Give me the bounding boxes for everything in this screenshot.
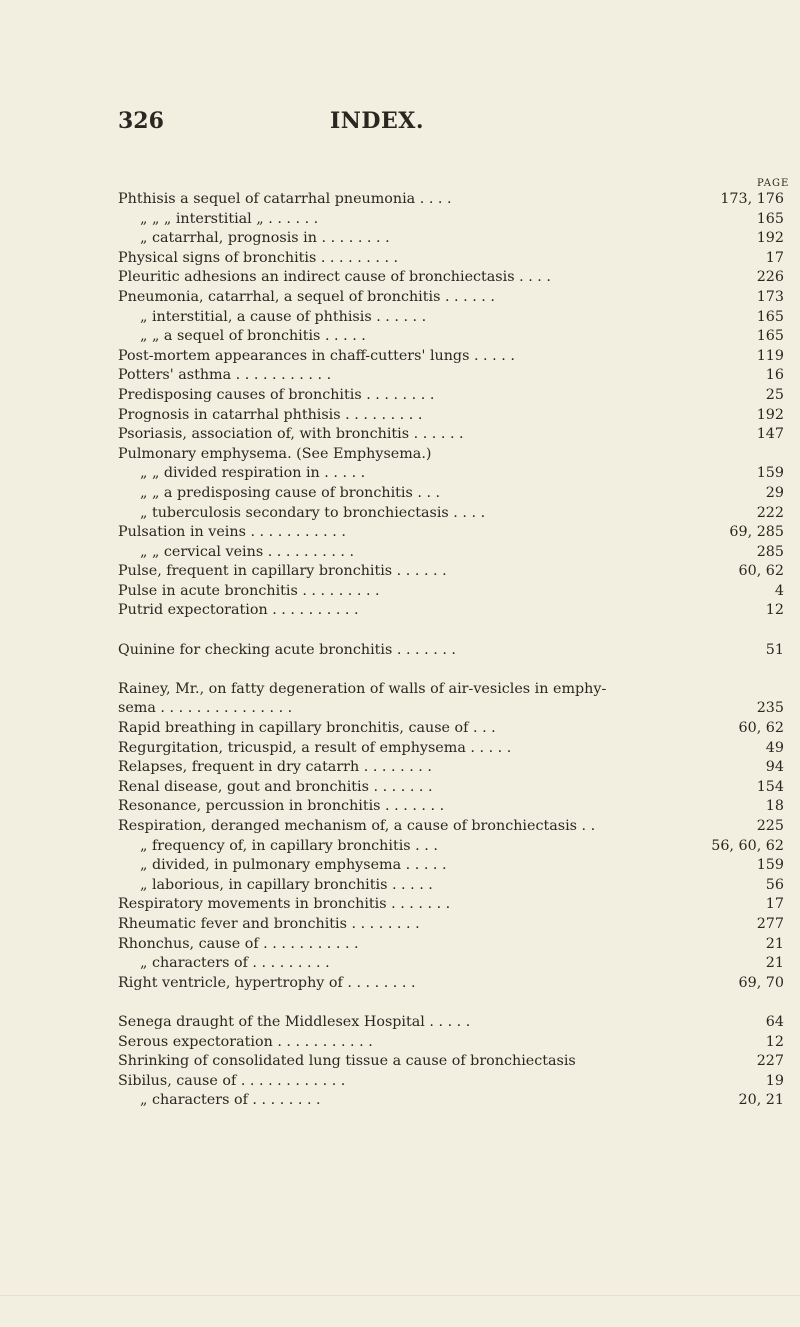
index-entry — [118, 229, 800, 249]
entry-page: 17 — [765, 896, 784, 913]
entry-text: Relapses, frequent in dry catarrh . . . . . . . . — [118, 759, 432, 776]
entry-text: „ characters of . . . . . . . . . — [140, 955, 330, 972]
index-entry — [118, 876, 800, 896]
index-entry — [118, 308, 800, 328]
entry-page: 17 — [765, 249, 784, 266]
entry-page: 56, 60, 62 — [711, 837, 784, 854]
entry-page: 192 — [756, 230, 784, 247]
index-entry — [118, 974, 800, 994]
entry-page: 285 — [756, 543, 784, 560]
entry-text: Rheumatic fever and bronchitis . . . . . . . . — [118, 915, 420, 932]
entry-page: 159 — [756, 465, 784, 482]
index-entry — [118, 641, 800, 661]
index-entry — [118, 778, 800, 798]
entry-page: 165 — [756, 210, 784, 227]
entry-text: Senega draught of the Middlesex Hospital . . . . . — [118, 1013, 471, 1030]
page-number: 326 — [118, 108, 164, 134]
entry-page: 19 — [765, 1072, 784, 1089]
index-entry — [118, 327, 800, 347]
entry-page: 173, 176 — [720, 191, 784, 207]
index-entry — [118, 1013, 800, 1033]
entry-text: Renal disease, gout and bronchitis . . . . . . . — [118, 778, 433, 795]
entry-text: Pulmonary emphysema. (See Emphysema.) — [118, 445, 432, 462]
entry-page: 154 — [756, 778, 784, 795]
index-entry — [118, 484, 800, 504]
entry-page: 64 — [765, 1013, 784, 1030]
index-entry — [118, 680, 800, 700]
index-entry — [118, 1091, 800, 1111]
index-entry — [118, 562, 800, 582]
entry-text: Pulsation in veins . . . . . . . . . . . — [118, 524, 346, 541]
page-column-header: PAGE — [757, 178, 790, 189]
entry-text: Putrid expectoration . . . . . . . . . . — [118, 602, 359, 619]
entry-page: 16 — [765, 367, 784, 384]
index-entry — [118, 210, 800, 230]
entry-text: Quinine for checking acute bronchitis . . . . . . . — [118, 641, 456, 658]
entry-page: 21 — [765, 955, 784, 972]
entry-text: Potters' asthma . . . . . . . . . . . — [118, 367, 332, 384]
index-entry — [118, 856, 800, 876]
index-entry — [118, 1052, 800, 1072]
entry-text: Rapid breathing in capillary bronchitis, cause of . . . — [118, 720, 496, 737]
index-entry — [118, 601, 800, 621]
entry-page: 226 — [756, 269, 784, 286]
index-entry — [118, 425, 800, 445]
entry-page: 94 — [765, 759, 784, 776]
entry-page: 227 — [756, 1053, 784, 1070]
index-entry — [118, 837, 800, 857]
entry-page: 69, 285 — [729, 524, 784, 541]
index-entry — [118, 954, 800, 974]
entry-text: Pneumonia, catarrhal, a sequel of bronchitis . . . . . . — [118, 288, 495, 305]
entry-page: 49 — [765, 739, 784, 756]
index-entry — [118, 464, 800, 484]
entry-page: 119 — [756, 347, 784, 364]
entry-page: 12 — [765, 1033, 784, 1050]
entry-page: 56 — [765, 876, 784, 893]
entry-page: 60, 62 — [738, 563, 784, 580]
entry-text: „ „ a sequel of bronchitis . . . . . — [140, 328, 366, 345]
entry-page: 165 — [756, 328, 784, 345]
index-entry — [118, 268, 800, 288]
entry-text: Rhonchus, cause of . . . . . . . . . . . — [118, 935, 359, 952]
entry-text: „ „ „ interstitial „ . . . . . . — [140, 210, 319, 227]
index-entries — [118, 190, 800, 1111]
index-entry — [118, 523, 800, 543]
entry-page: 12 — [765, 602, 784, 619]
index-entry — [118, 915, 800, 935]
entry-text: Pulse in acute bronchitis . . . . . . . . . — [118, 582, 380, 599]
entry-text: Prognosis in catarrhal phthisis . . . . . . . . . — [118, 406, 423, 423]
entry-page: 51 — [765, 641, 784, 658]
entry-page: 165 — [756, 308, 784, 325]
index-entry — [118, 797, 800, 817]
index-entry — [118, 582, 800, 602]
entry-text: Rainey, Mr., on fatty degeneration of walls of air-vesicles in emphy- — [118, 680, 607, 697]
entry-page: 235 — [756, 700, 784, 717]
index-entry — [118, 288, 800, 308]
entry-text: „ interstitial, a cause of phthisis . . . . . . — [140, 308, 427, 325]
entry-text: Serous expectoration . . . . . . . . . . . — [118, 1033, 373, 1050]
entry-text: sema . . . . . . . . . . . . . . . — [118, 700, 293, 717]
index-entry — [118, 190, 800, 210]
entry-text: Right ventricle, hypertrophy of . . . . . . . . — [118, 974, 416, 991]
index-entry — [118, 504, 800, 524]
entry-text: Physical signs of bronchitis . . . . . . . . . — [118, 249, 399, 266]
section-gap — [118, 621, 800, 641]
running-title: INDEX. — [330, 108, 424, 134]
entry-page: 147 — [756, 426, 784, 443]
entry-text: „ catarrhal, prognosis in . . . . . . . . — [140, 230, 390, 247]
entry-text: Psoriasis, association of, with bronchitis . . . . . . — [118, 426, 464, 443]
entry-text: „ tuberculosis secondary to bronchiectasis . . . . — [140, 504, 486, 521]
index-entry — [118, 366, 800, 386]
index-entry — [118, 406, 800, 426]
section-gap — [118, 660, 800, 680]
entry-page: 222 — [756, 504, 784, 521]
entry-page: 60, 62 — [738, 720, 784, 737]
entry-text: „ „ a predisposing cause of bronchitis . . . — [140, 484, 441, 501]
entry-text: Respiration, deranged mechanism of, a cause of bronchiectasis . . — [118, 818, 596, 834]
entry-page: 192 — [756, 406, 784, 423]
index-entry — [118, 386, 800, 406]
index-entry — [118, 445, 800, 465]
entry-text: Post-mortem appearances in chaff-cutters' lungs . . . . . — [118, 347, 515, 364]
entry-text: Pleuritic adhesions an indirect cause of bronchiectasis . . . . — [118, 269, 551, 286]
page-edge — [0, 1295, 800, 1296]
entry-text: „ „ cervical veins . . . . . . . . . . — [140, 543, 355, 560]
entry-page: 69, 70 — [738, 974, 784, 991]
entry-page: 29 — [765, 484, 784, 501]
index-entry — [118, 739, 800, 759]
entry-text: Resonance, percussion in bronchitis . . . . . . . — [118, 798, 445, 815]
entry-text: „ „ divided respiration in . . . . . — [140, 465, 366, 482]
entry-text: Predisposing causes of bronchitis . . . . . . . . — [118, 386, 435, 403]
entry-text: „ characters of . . . . . . . . — [140, 1092, 321, 1109]
entry-text: „ divided, in pulmonary emphysema . . . . . — [140, 857, 447, 874]
entry-text: Shrinking of consolidated lung tissue a cause of bronchiectasis — [118, 1053, 576, 1070]
index-entry — [118, 699, 800, 719]
entry-text: Pulse, frequent in capillary bronchitis . . . . . . — [118, 563, 447, 580]
entry-text: Respiratory movements in bronchitis . . . . . . . — [118, 896, 451, 913]
index-entry — [118, 347, 800, 367]
index-entry — [118, 758, 800, 778]
section-gap — [118, 993, 800, 1013]
entry-text: Phthisis a sequel of catarrhal pneumonia . . . . — [118, 191, 452, 207]
index-entry — [118, 895, 800, 915]
entry-page: 20, 21 — [738, 1092, 784, 1109]
index-entry — [118, 817, 800, 837]
entry-page: 25 — [765, 386, 784, 403]
entry-page: 225 — [756, 818, 784, 834]
entry-text: „ laborious, in capillary bronchitis . . . . . — [140, 876, 433, 893]
index-entry — [118, 1033, 800, 1053]
entry-page: 4 — [774, 582, 784, 599]
entry-text: Sibilus, cause of . . . . . . . . . . . . — [118, 1072, 346, 1089]
entry-text: „ frequency of, in capillary bronchitis . . . — [140, 837, 438, 854]
index-entry — [118, 249, 800, 269]
index-entry — [118, 935, 800, 955]
index-entry — [118, 719, 800, 739]
entry-page: 18 — [765, 798, 784, 815]
entry-page: 21 — [765, 935, 784, 952]
entry-page: 159 — [756, 857, 784, 874]
running-head — [0, 108, 800, 140]
entry-page: 173 — [756, 288, 784, 305]
index-entry — [118, 1072, 800, 1092]
entry-page: 277 — [756, 915, 784, 932]
index-entry — [118, 543, 800, 563]
entry-text: Regurgitation, tricuspid, a result of emphysema . . . . . — [118, 739, 512, 756]
